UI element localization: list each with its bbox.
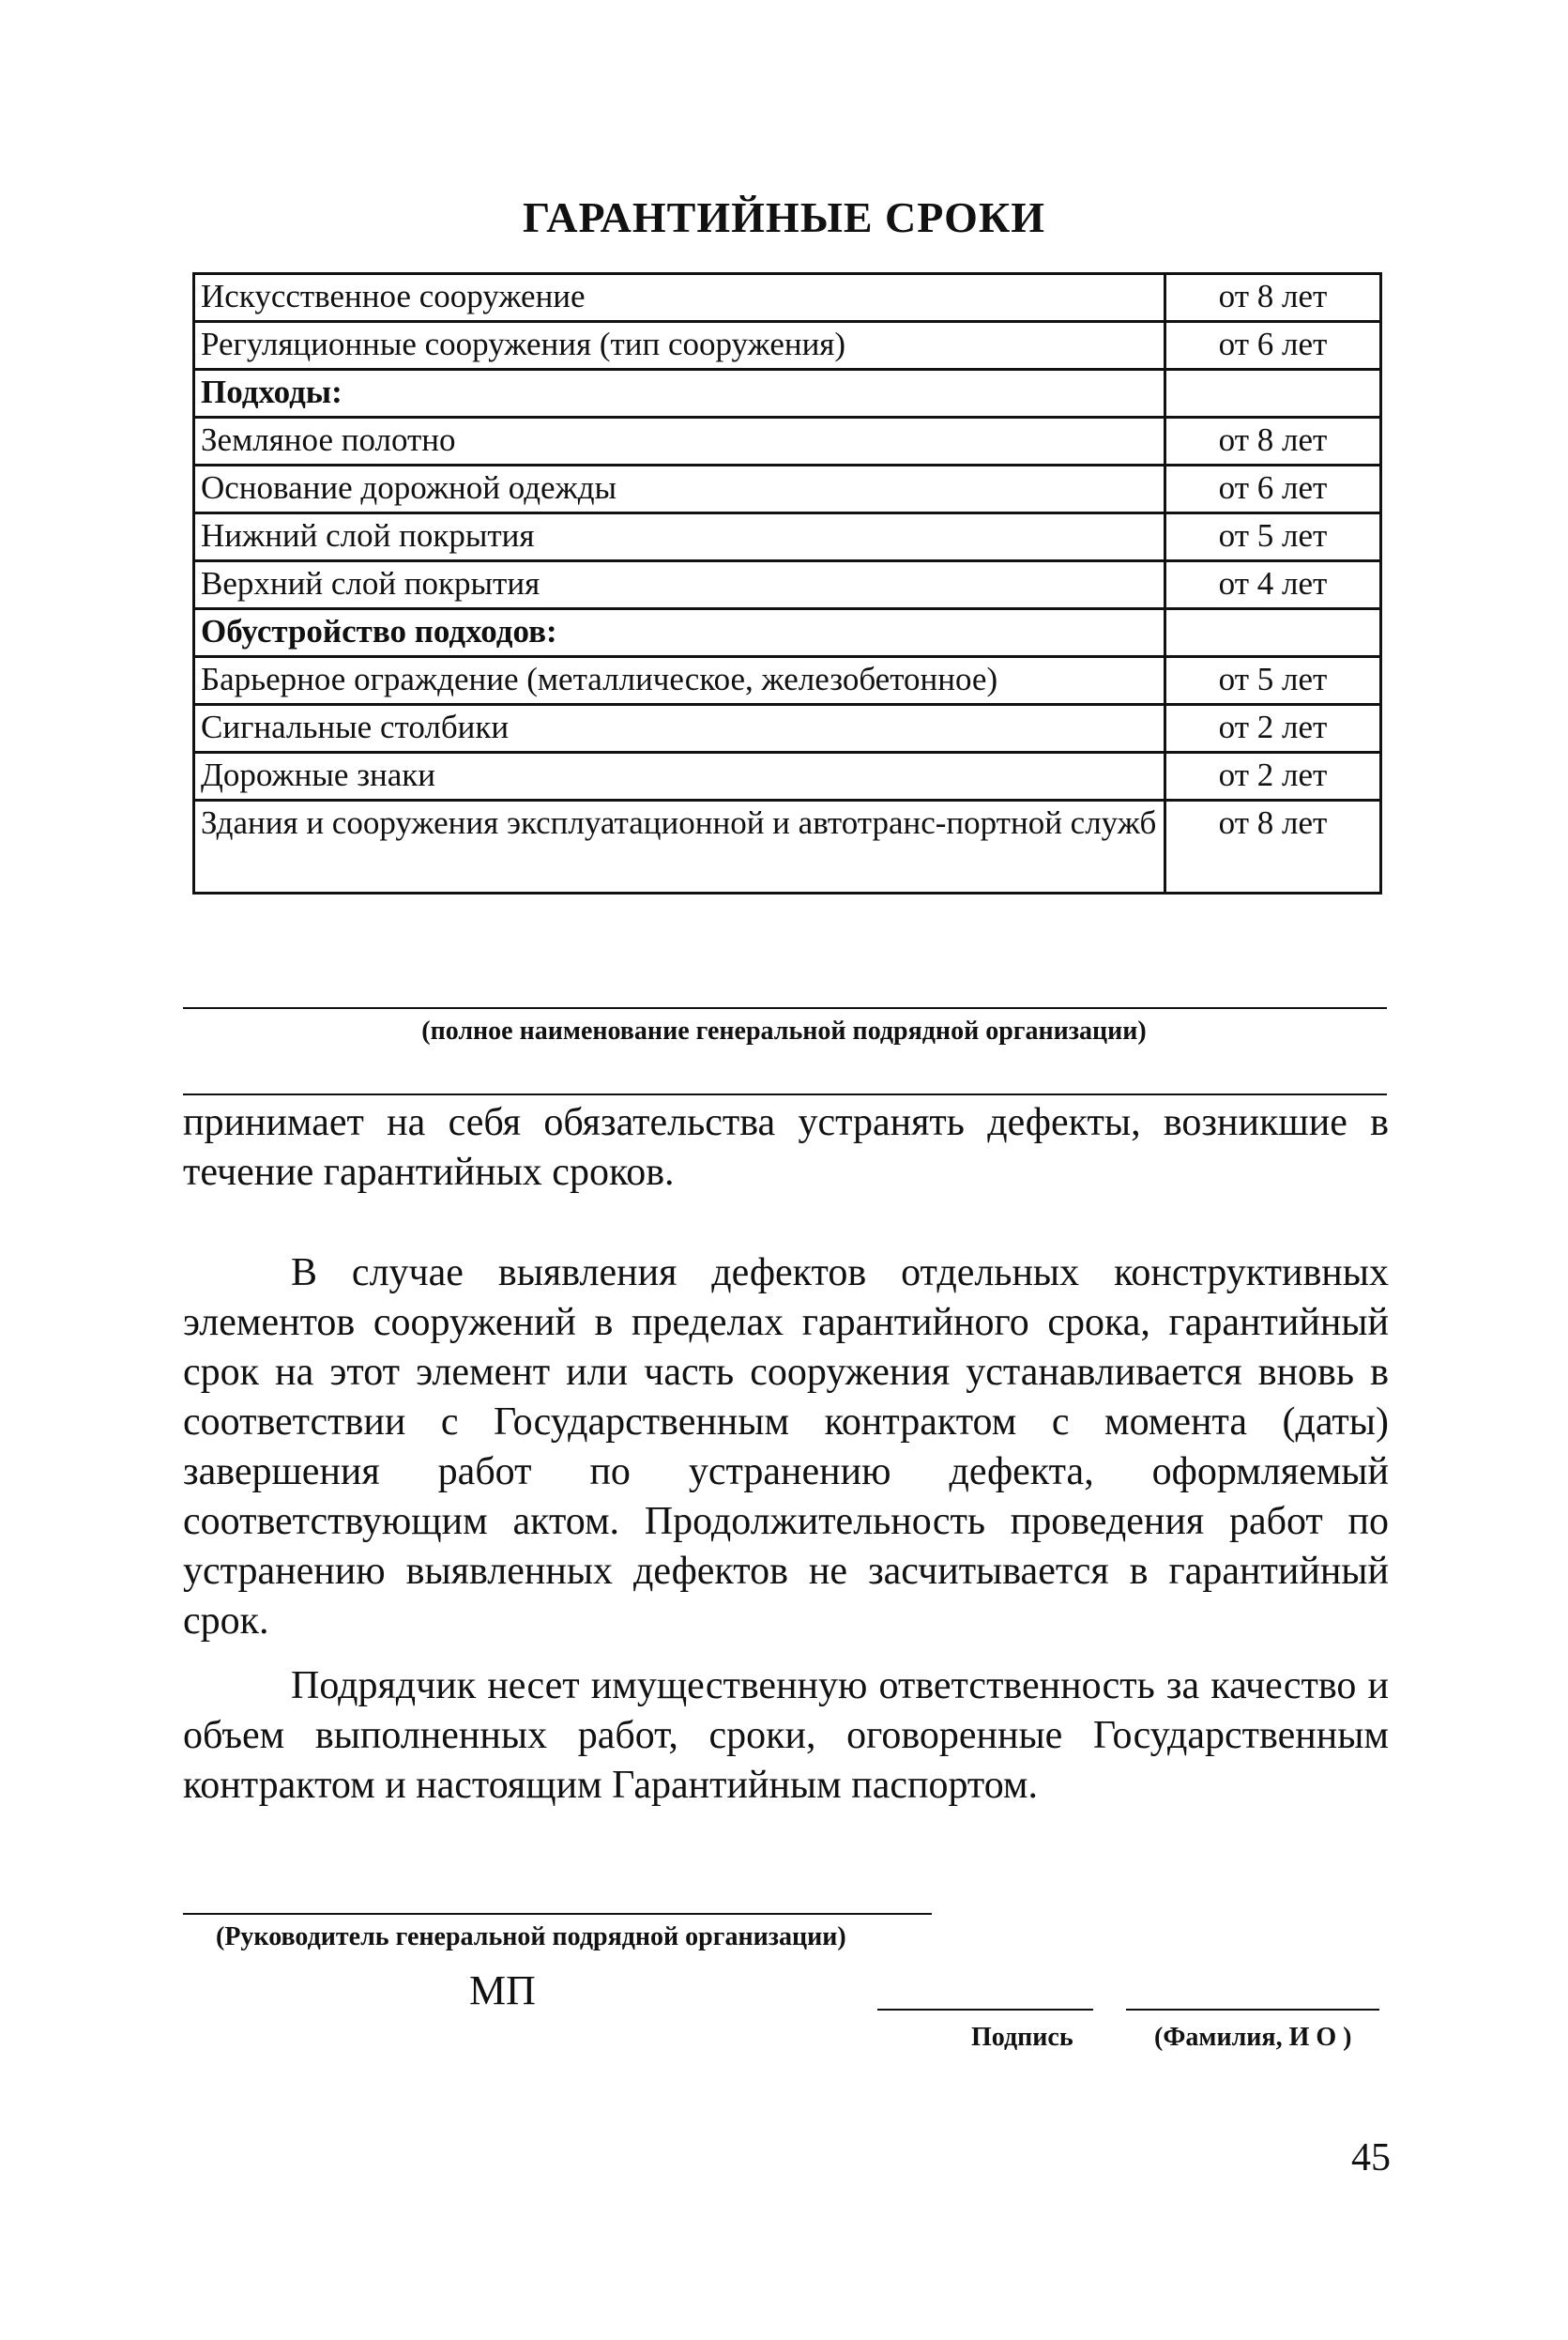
table-cell-term: от 8 лет [1165, 274, 1381, 322]
table-cell-item: Основание дорожной одежды [194, 466, 1165, 513]
defects-paragraph: В случае выявления дефектов отдельных конструктивных элементов сооружений в пределах гарантийного срока, гарантийный срок на этот элемент или часть сооружения устанавливается вновь в соответствии с Государственным контрактом с момента (даты) завершения работ по устранению дефекта, оформляемый соответствующим актом. Продолжительность проведения работ по устранению выявленных дефектов не засчитывается в гарантийный срок. [183, 1251, 1389, 1643]
table-row [194, 466, 1381, 513]
table-row [194, 753, 1381, 801]
table-cell-item: Нижний слой покрытия [194, 513, 1165, 561]
table-cell-term: от 5 лет [1165, 513, 1381, 561]
table-cell-term: от 2 лет [1165, 705, 1381, 753]
org-name-caption: (полное наименование генеральной подрядной организации) [421, 1017, 1147, 1046]
table-cell-term: от 6 лет [1165, 322, 1381, 370]
obligation-paragraph: принимает на себя обязательства устранять дефекты, возникшие в течение гарантийных сроков. [183, 1101, 1389, 1194]
table-section-heading: Обустройство подходов: [194, 609, 1165, 657]
table-cell-term: от 8 лет [1165, 801, 1381, 894]
head-caption: (Руководитель генеральной подрядной организации) [216, 1922, 846, 1951]
table-cell-term: от 8 лет [1165, 418, 1381, 466]
table-row [194, 657, 1381, 705]
signature-line [877, 2009, 1093, 2011]
table-row [194, 705, 1381, 753]
org-name-line-lower [183, 1094, 1387, 1095]
table-cell-item: Барьерное ограждение (металлическое, железобетонное) [194, 657, 1165, 705]
head-signature-line [183, 1913, 932, 1915]
warranty-terms-table [192, 272, 1382, 895]
name-label: (Фамилия, И О ) [1154, 2023, 1352, 2052]
table-cell-item: Сигнальные столбики [194, 705, 1165, 753]
name-line [1126, 2009, 1379, 2011]
table-cell-term [1165, 609, 1381, 657]
stamp-label: МП [469, 1967, 536, 2013]
liability-paragraph: Подрядчик несет имущественную ответственность за качество и объем выполненных работ, сроки, оговоренные Государственным контрактом и настоящим Гарантийным паспортом. [183, 1664, 1389, 1807]
table-row [194, 801, 1381, 894]
table-cell-item: Искусственное сооружение [194, 274, 1165, 322]
table-row [194, 418, 1381, 466]
signature-label: Подпись [971, 2023, 1073, 2052]
page-title: ГАРАНТИЙНЫЕ СРОКИ [522, 193, 1046, 241]
table-section-row [194, 370, 1381, 418]
table-cell-term [1165, 370, 1381, 418]
table-row [194, 322, 1381, 370]
table-section-row [194, 609, 1381, 657]
org-name-line [183, 1007, 1387, 1009]
table-cell-item: Земляное полотно [194, 418, 1165, 466]
page-number: 45 [1351, 2136, 1391, 2179]
table-cell-item: Здания и сооружения эксплуатационной и автотранс-портной служб [194, 801, 1165, 894]
table-section-heading: Подходы: [194, 370, 1165, 418]
table-row [194, 561, 1381, 609]
table-row [194, 513, 1381, 561]
table-cell-term: от 2 лет [1165, 753, 1381, 801]
table-cell-item: Верхний слой покрытия [194, 561, 1165, 609]
table-row [194, 274, 1381, 322]
table-cell-term: от 6 лет [1165, 466, 1381, 513]
table-cell-term: от 5 лет [1165, 657, 1381, 705]
table-cell-item: Дорожные знаки [194, 753, 1165, 801]
table-cell-term: от 4 лет [1165, 561, 1381, 609]
table-cell-item: Регуляционные сооружения (тип сооружения) [194, 322, 1165, 370]
